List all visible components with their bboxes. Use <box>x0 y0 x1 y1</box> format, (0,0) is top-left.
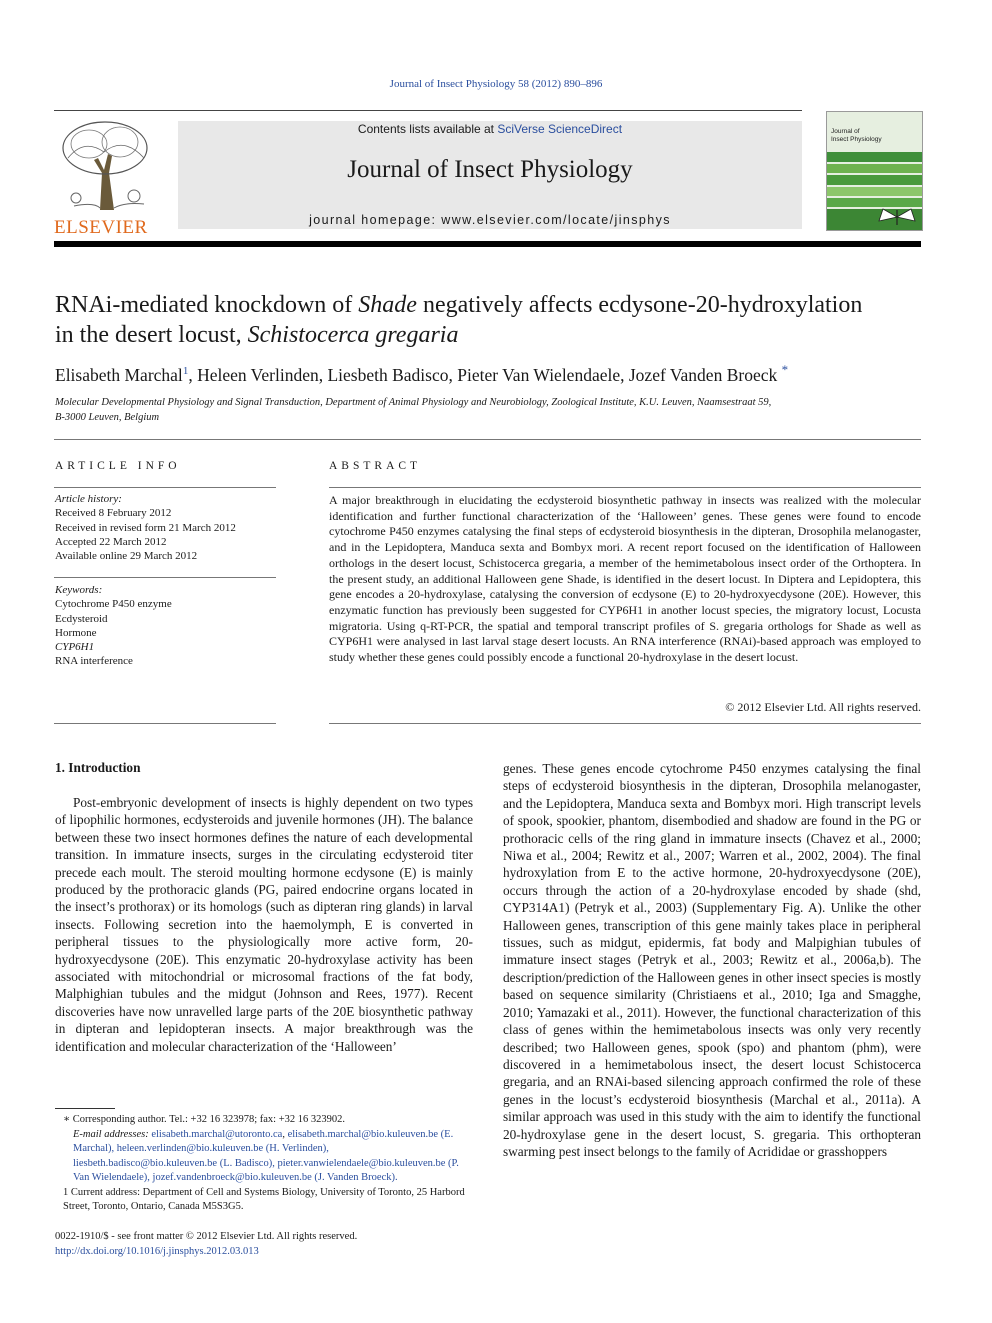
article-title <box>55 290 935 350</box>
elsevier-wordmark: ELSEVIER <box>54 217 148 238</box>
abstract-heading: ABSTRACT <box>329 460 422 472</box>
affiliation-line1: Molecular Developmental Physiology and Signal Transduction, Department of Animal Physiology and Neurobiology, Zoological Institute, K.U. Leuven, Naamsestraat 59, <box>55 397 772 408</box>
footnote-rule <box>55 1108 115 1109</box>
email-extra-link[interactable]: elisabeth.marchal@utoronto.ca <box>151 1128 283 1140</box>
email-links[interactable]: elisabeth.marchal@bio.kuleuven.be (E. Marchal), heleen.verlinden@bio.kuleuven.be (H. Verlinden), liesbeth.badisco@bio.kuleuven.be (L. Badisco), pieter.vanwielendaele@bio.kuleuven.be (P. Van Wielendaele), jozef.vandenbroeck@bio.kuleuven.be (J. Vanden Broeck). <box>73 1128 459 1183</box>
cover-title-line1: Journal of <box>831 128 860 135</box>
header-rule <box>54 110 802 111</box>
article-info-heading: ARTICLE INFO <box>55 460 181 472</box>
history-item: Received 8 February 2012 <box>55 507 172 520</box>
history-item: Received in revised form 21 March 2012 <box>55 521 236 534</box>
author-list <box>55 362 935 386</box>
journal-homepage[interactable]: journal homepage: www.elsevier.com/locate/jinsphys <box>309 213 671 227</box>
abstract-text: A major breakthrough in elucidating the ecdysteroid biosynthetic pathway in insects was realized with the molecular identification and further functional characterization of the ‘Halloween’ genes. These genes were found to encode cytochrome P450 enzymes catalysing the final steps of ecdysteroid biosynthesis in the dipteran, Drosophila melanogaster, and in the Lepidoptera, Manduca sexta and Bombyx mori. A recent report focused on the identification of Halloween orthologs in the desert locust, Schistocerca gregaria, a member of the hemimetabolous insect order of the Orthoptera. In the present study, an additional Halloween gene Shade, is identified in the desert locust. In Diptera and Lepidoptera, this gene encodes a 20-hydroxylase, catalysing the conversion of ecdysone (E) to 20-hydroxyecdysone (20E). However, this enzymatic function has previously been suggested for CYP6H1 in another locust species, the migratory locust, Locusta migratoria. Using q-RT-PCR, the spatial and temporal transcript profiles of S. gregaria orthologs for Shade as well as CYP6H1 were analysed in last larval stage desert locusts. An RNA interference (RNAi)-based approach was employed to study whether these genes could possibly encode a functional 20-hydroxylase in the desert locust. <box>329 493 921 665</box>
journal-name: Journal of Insect Physiology <box>347 156 633 183</box>
issn-line: 0022-1910/$ - see front matter © 2012 Elsevier Ltd. All rights reserved. <box>55 1231 358 1242</box>
keyword: RNA interference <box>55 655 133 668</box>
author-1[interactable]: Elisabeth Marchal <box>55 364 183 385</box>
journal-cover[interactable] <box>826 111 923 231</box>
history-item: Available online 29 March 2012 <box>55 550 198 563</box>
elsevier-tree-icon <box>54 118 156 214</box>
journal-citation[interactable]: Journal of Insect Physiology 58 (2012) 890–896 <box>389 78 603 90</box>
sciencedirect-link[interactable]: SciVerse ScienceDirect <box>497 122 623 136</box>
author-1-footnote-mark[interactable]: 1 <box>182 365 189 377</box>
keyword: Ecdysteroid <box>55 612 108 625</box>
front-matter <box>55 1230 473 1259</box>
title-gene: Shade <box>358 292 417 318</box>
intro-paragraph-right: genes. These genes encode cytochrome P450 enzymes catalysing the final steps of ecdysteroid biosynthesis in the dipteran, Drosophila melanogaster, and the Lepidoptera, Manduca sexta and Bombyx mori. High transcript levels of spook, spookier, phantom, disembodied and shadow are found in the PG or prothoracic cells of the ring gland in immature insects (Chavez et al., 2000; Niwa et al., 2004; Rewitz et al., 2007; Warren et al., 2002, 2004). The final hydroxylation from E to the active hormone, 20-hydroxyecdysone (20E), occurs through the action of a 20-hydroxylase encoded by shade (shd, CYP314A1) (Petryk et al., 2003) (Supplementary Fig. A). Unlike the other Halloween genes, transcription of this gene mainly takes place in peripheral tissues, such as midgut, epidermis, fat body and Malpighian tubules of immature insect stages (Petryk et al., 2003; Rewitz et al., 2006a,b). The description/prediction of the Halloween genes in other insect species is mostly based on sequence similarity (Christiaens et al., 2010; Iga and Smagghe, 2010; Yamazaki et al., 2011). However, the functional characterization of this class of genes within the hemimetabolous insects was only very recently described; two Halloween genes, spook (spo) and phantom (phm), were discovered in a hemimetabolous insect, the desert locust Schistocerca gregaria, and an RNAi-based silencing approach confirmed the role of these genes in the locust’s ecdysteroid biosynthesis (Marchal et al., 2011a). A similar approach was used in this study with the aim to identify the functional 20-hydroxylase gene in the desert locust, S. gregaria. This orthopteran swarming pest insect belongs to the family of Acrididae or grasshoppers <box>503 761 921 1159</box>
email-footnote: E-mail addresses: elisabeth.marchal@utoronto.ca, elisabeth.marchal@bio.kuleuven.be (E. Marchal), heleen.verlinden@bio.kuleuven.be (H. Verlinden), liesbeth.badisco@bio.kuleuven.be (L. Badisco), pieter.vanwielendaele@bio.kuleuven.be (P. Van Wielendaele), jozef.vandenbroeck@bio.kuleuven.be (J. Vanden Broeck). <box>73 1128 459 1183</box>
title-text: negatively affects ecdysone-20-hydroxylation <box>416 292 863 318</box>
elsevier-logo[interactable] <box>54 118 156 236</box>
title-line2 <box>55 320 935 350</box>
email-label: E-mail addresses: <box>73 1128 149 1140</box>
title-text: in the desert locust, <box>55 322 248 348</box>
title-text: RNAi-mediated knockdown of <box>55 292 359 318</box>
affiliation <box>55 395 915 425</box>
intro-paragraph-left: Post-embryonic development of insects is highly dependent on two types of lipophilic hormones, ecdysteroids and juvenile hormones (JH). The balance between these two insect hormones defines the nature of each developmental transition. In immature insects, surges in the circulating ecdysteroid titer precede each moult. The steroid moulting hormone ecdysone (E) is mainly produced by the prothoracic glands (PG, paired endocrine organs located in the insect’s prothorax) or its homologs (such as dipteran ring glands) in larval insects. Following secretion into the haemolymph, E is converted in peripheral tissues to the physiologically more active form, 20-hydroxyecdysone (20E). This enzymatic 20-hydroxylase activity has been associated with mitochondrial or microsomal fractions of the fat body, Malphighian tubules and the midgut (Johnson and Rees, 1977). Recent discoveries have now unravelled large parts of the 20E biosynthetic pathway in dipteran and lepidopteran insects. A major breakthrough was the identification and molecular characterization of the ‘Halloween’ <box>55 795 473 1054</box>
keywords <box>55 583 277 669</box>
keyword: Hormone <box>55 626 97 639</box>
article-history <box>55 492 277 563</box>
contents-prefix: Contents lists available at <box>357 122 494 136</box>
corresponding-footnote: ∗ Corresponding author. Tel.: +32 16 323978; fax: +32 16 323902. <box>63 1114 345 1125</box>
keyword: CYP6H1 <box>55 641 95 654</box>
cover-title-line2: Insect Physiology <box>831 136 882 143</box>
divider <box>54 723 276 724</box>
header-thick-rule <box>54 241 921 247</box>
keywords-label: Keywords: <box>55 584 103 596</box>
divider <box>54 439 921 440</box>
current-address-footnote: 1 Current address: Department of Cell and Systems Biology, University of Toronto, 25 Harbord Street, Toronto, Ontario, Canada M5S3G5. <box>63 1186 465 1212</box>
history-label: Article history: <box>55 493 122 505</box>
divider <box>54 577 276 578</box>
title-line1 <box>55 290 935 320</box>
history-item: Accepted 22 March 2012 <box>55 535 167 548</box>
divider <box>54 487 276 488</box>
doi-link[interactable]: http://dx.doi.org/10.1016/j.jinsphys.2012.03.013 <box>55 1245 259 1257</box>
divider <box>329 723 921 724</box>
keyword: Cytochrome P450 enzyme <box>55 598 172 611</box>
copyright: © 2012 Elsevier Ltd. All rights reserved. <box>725 700 921 714</box>
cover-title <box>831 128 882 144</box>
footnotes <box>55 1113 473 1215</box>
butterfly-icon <box>875 207 919 227</box>
contents-line <box>178 122 802 136</box>
other-authors: , Heleen Verlinden, Liesbeth Badisco, Pieter Van Wielendaele, Jozef Vanden Broeck <box>188 364 778 385</box>
title-species: Schistocerca gregaria <box>247 322 459 348</box>
corresponding-author-mark[interactable]: * <box>781 362 789 377</box>
affiliation-line2: B-3000 Leuven, Belgium <box>55 412 160 423</box>
section-heading: 1. Introduction <box>55 760 141 775</box>
divider <box>329 487 921 488</box>
